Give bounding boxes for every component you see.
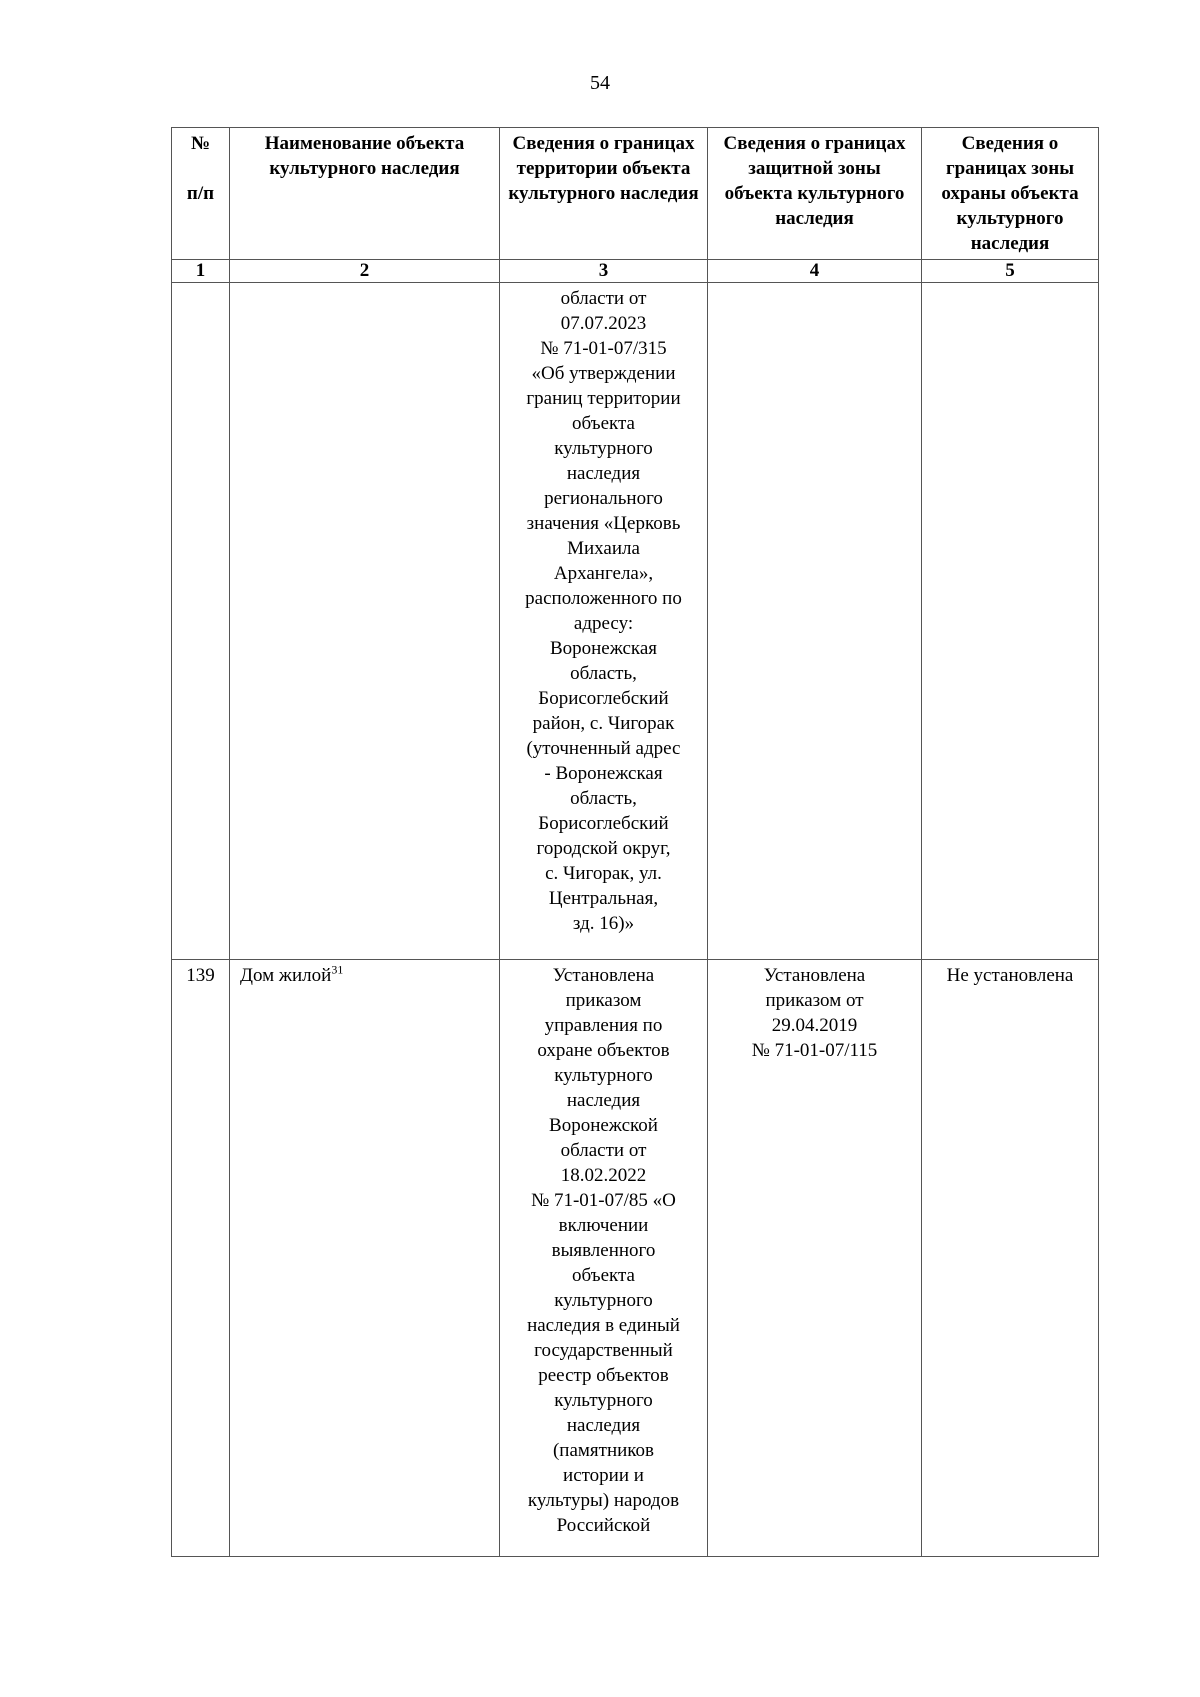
header-protection-zone-boundaries: Сведения о границах зоны охраны объекта культурного наследия bbox=[922, 128, 1099, 260]
page-number: 54 bbox=[590, 72, 610, 94]
protection-zone-cell: Не установлена bbox=[922, 960, 1099, 1557]
protective-zone-cell: Установлена приказом от 29.04.2019 № 71-01-07/115 bbox=[708, 960, 922, 1557]
table-row bbox=[172, 283, 1099, 960]
column-number: 2 bbox=[230, 260, 500, 283]
column-number: 1 bbox=[172, 260, 230, 283]
table-row bbox=[172, 960, 1099, 1557]
territory-cell: Установлена приказом управления по охране объектов культурного наследия Воронежской области от 18.02.2022 № 71-01-07/85 «О включении выявленного объекта культурного наследия в единый государственный реестр объектов культурного наследия (памятников истории и культуры) народов Российской bbox=[500, 960, 708, 1557]
column-number: 5 bbox=[922, 260, 1099, 283]
object-name: Дом жилой bbox=[240, 965, 332, 986]
heritage-objects-table bbox=[171, 127, 1099, 1557]
object-name-cell bbox=[230, 960, 500, 1557]
header-number: № п/п bbox=[172, 128, 230, 260]
header-territory-boundaries: Сведения о границах территории объекта культурного наследия bbox=[500, 128, 708, 260]
table-header-row bbox=[172, 128, 1099, 260]
column-number: 3 bbox=[500, 260, 708, 283]
header-object-name: Наименование объекта культурного наследия bbox=[230, 128, 500, 260]
column-number: 4 bbox=[708, 260, 922, 283]
protection-zone-cell bbox=[922, 283, 1099, 960]
row-number-cell: 139 bbox=[172, 960, 230, 1557]
object-name-cell bbox=[230, 283, 500, 960]
column-number-row bbox=[172, 260, 1099, 283]
footnote-marker: 31 bbox=[331, 962, 344, 977]
row-number-cell bbox=[172, 283, 230, 960]
header-protective-zone-boundaries: Сведения о границах защитной зоны объекта культурного наследия bbox=[708, 128, 922, 260]
protective-zone-cell bbox=[708, 283, 922, 960]
territory-cell: области от 07.07.2023 № 71-01-07/315 «Об утверждении границ территории объекта культурного наследия регионального значения «Церковь Михаила Архангела», расположенного по адресу: Воронежская область, Борисоглебский район, с. Чигорак (уточненный адрес - Воронежская область, Борисоглебский городской округ, с. Чигорак, ул. Центральная, зд. 16)» bbox=[500, 283, 708, 960]
